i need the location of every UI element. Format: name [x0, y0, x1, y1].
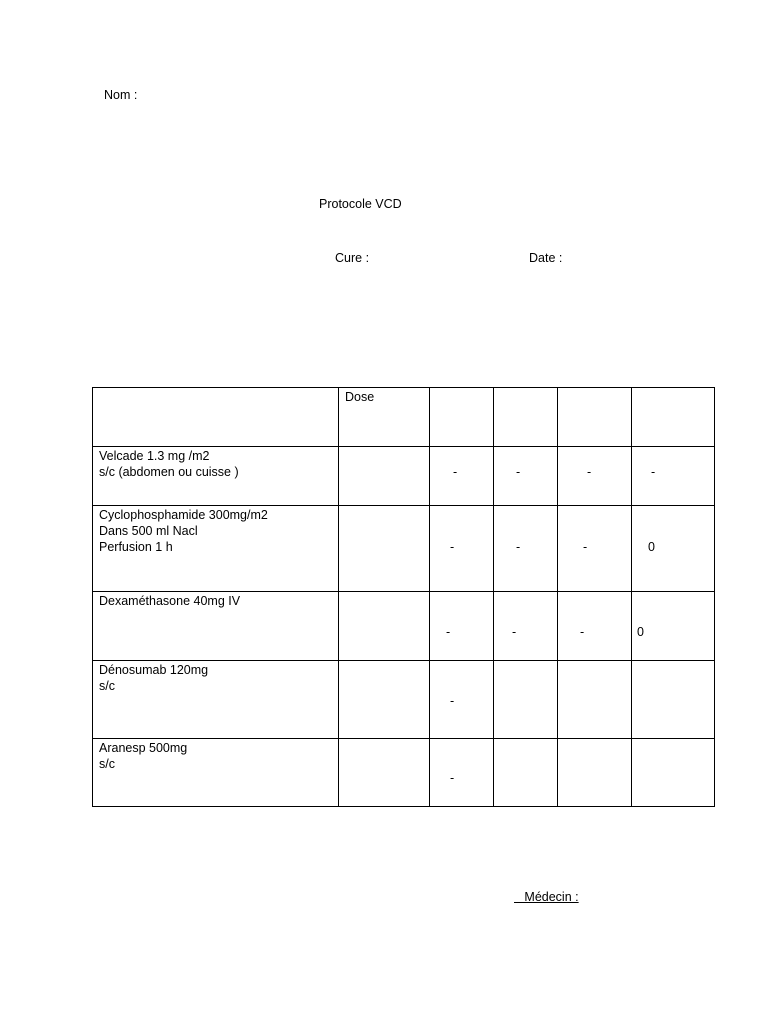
schedule-cell: [494, 661, 558, 739]
day-header-cell: [632, 388, 715, 447]
drug-cell: [93, 447, 339, 506]
drug-cell: [93, 592, 339, 661]
drug-cell: [93, 661, 339, 739]
day-header-cell: [494, 388, 558, 447]
drug-name: Dexaméthasone 40mg IV: [99, 594, 241, 608]
schedule-mark: -: [651, 465, 656, 479]
schedule-cell: [558, 661, 632, 739]
table-header-row: [93, 388, 715, 447]
drug-detail: s/c (abdomen ou cuisse ): [99, 465, 239, 479]
schedule-cell: [494, 592, 558, 661]
dose-cell: [339, 447, 430, 506]
schedule-mark: -: [516, 465, 521, 479]
schedule-mark: 0: [648, 540, 655, 554]
drug-detail: s/c: [99, 757, 115, 771]
drug-cell: [93, 739, 339, 807]
drug-detail: s/c: [99, 679, 115, 693]
dose-cell: [339, 592, 430, 661]
schedule-cell: [430, 447, 494, 506]
schedule-mark: -: [450, 694, 455, 708]
schedule-cell: [430, 661, 494, 739]
table-row: [93, 661, 715, 739]
nom-label: Nom :: [104, 88, 138, 102]
cure-label: Cure :: [335, 251, 370, 265]
schedule-cell: [430, 506, 494, 592]
schedule-cell: [558, 739, 632, 807]
dose-cell: [339, 661, 430, 739]
schedule-mark: -: [580, 625, 585, 639]
schedule-mark: -: [587, 465, 592, 479]
schedule-mark: -: [583, 540, 588, 554]
schedule-cell: [494, 447, 558, 506]
schedule-mark: -: [512, 625, 517, 639]
drug-name: Cyclophosphamide 300mg/m2: [99, 508, 268, 522]
schedule-mark: -: [446, 625, 451, 639]
drug-detail: Dans 500 ml Nacl: [99, 524, 198, 538]
schedule-mark: -: [450, 540, 455, 554]
schedule-mark: -: [453, 465, 458, 479]
dose-header-cell: [339, 388, 430, 447]
protocol-table: [92, 387, 715, 807]
drug-name: Aranesp 500mg: [99, 741, 188, 755]
table-row: [93, 592, 715, 661]
schedule-cell: [632, 592, 715, 661]
dose-cell: [339, 506, 430, 592]
table-row: [93, 506, 715, 592]
header-empty-cell: [93, 388, 339, 447]
day-header-cell: [558, 388, 632, 447]
schedule-cell: [494, 739, 558, 807]
schedule-cell: [558, 447, 632, 506]
schedule-mark: 0: [637, 625, 644, 639]
schedule-cell: [558, 592, 632, 661]
schedule-cell: [632, 739, 715, 807]
schedule-mark: -: [516, 540, 521, 554]
schedule-mark: -: [450, 771, 455, 785]
day-header-cell: [430, 388, 494, 447]
schedule-cell: [558, 506, 632, 592]
schedule-cell: [632, 506, 715, 592]
drug-detail: Perfusion 1 h: [99, 540, 173, 554]
schedule-cell: [632, 661, 715, 739]
table-row: [93, 447, 715, 506]
dose-header: Dose: [345, 390, 375, 404]
table-row: [93, 739, 715, 807]
schedule-cell: [430, 739, 494, 807]
medecin-label: Médecin :: [514, 890, 579, 904]
protocol-title: Protocole VCD: [319, 197, 402, 211]
dose-cell: [339, 739, 430, 807]
drug-name: Dénosumab 120mg: [99, 663, 209, 677]
schedule-cell: [632, 447, 715, 506]
date-label: Date :: [529, 251, 563, 265]
schedule-cell: [430, 592, 494, 661]
drug-cell: [93, 506, 339, 592]
drug-name: Velcade 1.3 mg /m2: [99, 449, 210, 463]
schedule-cell: [494, 506, 558, 592]
